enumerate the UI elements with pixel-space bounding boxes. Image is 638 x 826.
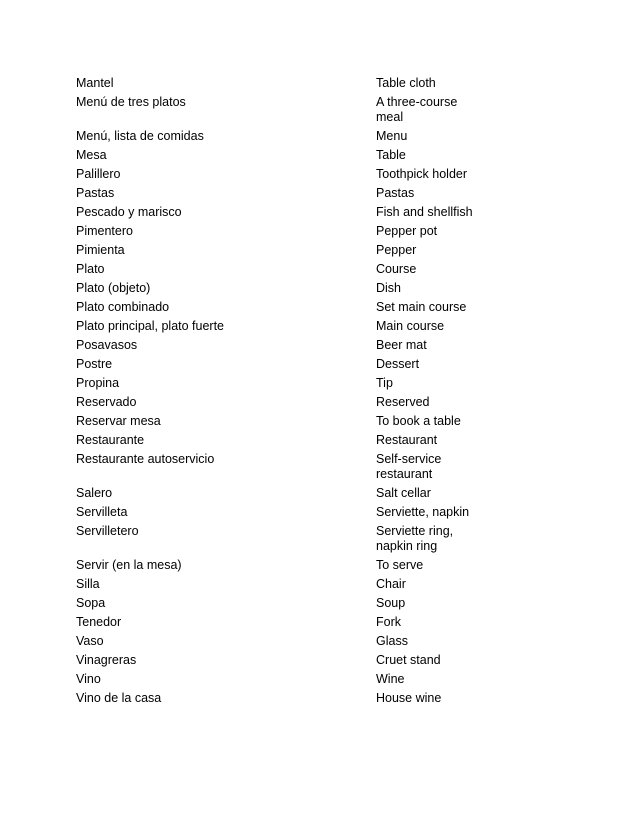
english-term: Set main course <box>376 300 467 314</box>
english-term: Reserved <box>376 395 430 409</box>
spanish-term: Silla <box>76 577 100 591</box>
spanish-term: Vino <box>76 672 101 686</box>
table-row <box>76 299 496 318</box>
spanish-term: Servilletero <box>76 524 139 538</box>
english-term: A three-course meal <box>376 95 458 124</box>
english-term: Chair <box>376 577 406 591</box>
english-term: Course <box>376 262 417 276</box>
table-row <box>76 94 496 128</box>
english-term: Table cloth <box>376 76 436 90</box>
spanish-term: Pastas <box>76 186 115 200</box>
spanish-term: Palillero <box>76 167 121 181</box>
english-term: Menu <box>376 129 408 143</box>
spanish-term: Salero <box>76 486 113 500</box>
english-term: Dessert <box>376 357 420 371</box>
english-term: Glass <box>376 634 408 648</box>
table-row <box>76 280 496 299</box>
table-row <box>76 394 496 413</box>
table-row <box>76 356 496 375</box>
english-term: Fork <box>376 615 401 629</box>
spanish-term: Posavasos <box>76 338 138 352</box>
spanish-term: Plato (objeto) <box>76 281 151 295</box>
english-term: Fish and shellfish <box>376 205 473 219</box>
spanish-term: Vaso <box>76 634 104 648</box>
table-row <box>76 633 496 652</box>
spanish-term: Propina <box>76 376 120 390</box>
english-term: Serviette, napkin <box>376 505 470 519</box>
spanish-term: Plato principal, plato fuerte <box>76 319 225 333</box>
table-row <box>76 75 496 94</box>
table-row <box>76 451 496 485</box>
english-term: Salt cellar <box>376 486 431 500</box>
table-row <box>76 261 496 280</box>
spanish-term: Pimentero <box>76 224 133 238</box>
english-term: Pepper <box>376 243 417 257</box>
english-term: Self-service restaurant <box>376 452 442 481</box>
spanish-term: Plato combinado <box>76 300 170 314</box>
spanish-term: Sopa <box>76 596 106 610</box>
spanish-term: Pimienta <box>76 243 125 257</box>
spanish-term: Mesa <box>76 148 107 162</box>
english-term: Pepper pot <box>376 224 438 238</box>
table-row <box>76 413 496 432</box>
table-row <box>76 432 496 451</box>
spanish-term: Postre <box>76 357 113 371</box>
table-row <box>76 576 496 595</box>
table-row <box>76 595 496 614</box>
spanish-term: Restaurante autoservicio <box>76 452 215 466</box>
english-term: Toothpick holder <box>376 167 468 181</box>
english-term: To book a table <box>376 414 461 428</box>
table-row <box>76 318 496 337</box>
english-term: Soup <box>376 596 406 610</box>
table-row <box>76 523 496 557</box>
english-term: Wine <box>376 672 405 686</box>
table-row <box>76 652 496 671</box>
spanish-term: Reservar mesa <box>76 414 161 428</box>
english-term: Dish <box>376 281 402 295</box>
english-term: Restaurant <box>376 433 438 447</box>
spanish-term: Vino de la casa <box>76 691 162 705</box>
table-row <box>76 557 496 576</box>
spanish-term: Mantel <box>76 76 114 90</box>
spanish-term: Restaurante <box>76 433 145 447</box>
spanish-term: Plato <box>76 262 105 276</box>
english-term: Table <box>376 148 406 162</box>
table-row <box>76 223 496 242</box>
table-row <box>76 375 496 394</box>
spanish-term: Reservado <box>76 395 137 409</box>
english-term: House wine <box>376 691 442 705</box>
english-term: Beer mat <box>376 338 427 352</box>
spanish-term: Menú de tres platos <box>76 95 186 109</box>
english-term: Pastas <box>376 186 415 200</box>
table-row <box>76 671 496 690</box>
english-term: Serviette ring, napkin ring <box>376 524 454 553</box>
english-term: Cruet stand <box>376 653 441 667</box>
english-term: To serve <box>376 558 424 572</box>
spanish-term: Tenedor <box>76 615 122 629</box>
table-row <box>76 337 496 356</box>
table-row <box>76 185 496 204</box>
table-row <box>76 166 496 185</box>
glossary-table <box>76 75 496 709</box>
table-row <box>76 504 496 523</box>
table-row <box>76 147 496 166</box>
english-term: Main course <box>376 319 445 333</box>
table-row <box>76 242 496 261</box>
spanish-term: Servilleta <box>76 505 128 519</box>
spanish-term: Menú, lista de comidas <box>76 129 204 143</box>
table-row <box>76 204 496 223</box>
spanish-term: Servir (en la mesa) <box>76 558 182 572</box>
table-row <box>76 690 496 709</box>
spanish-term: Vinagreras <box>76 653 137 667</box>
english-term: Tip <box>376 376 393 390</box>
table-row <box>76 614 496 633</box>
spanish-term: Pescado y marisco <box>76 205 182 219</box>
table-row <box>76 128 496 147</box>
table-row <box>76 485 496 504</box>
